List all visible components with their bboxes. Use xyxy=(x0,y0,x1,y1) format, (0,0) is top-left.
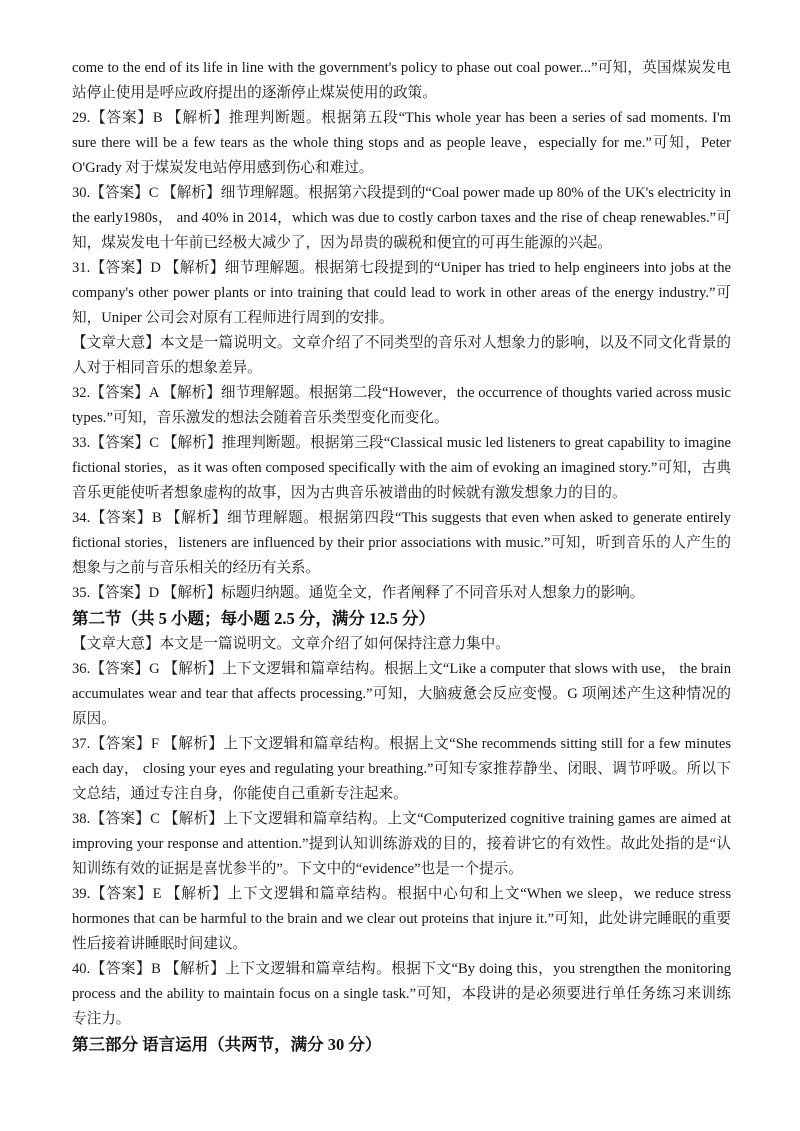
answer-paragraph: 35.【答案】D 【解析】标题归纳题。通览全文，作者阐释了不同音乐对人想象力的影响。 xyxy=(72,585,645,601)
answer-paragraph: 【文章大意】本文是一篇说明文。文章介绍了不同类型的音乐对人想象力的影响，以及不同文化背景的人对于相同音乐的想象差异。 xyxy=(72,335,731,376)
answer-paragraph: 【文章大意】本文是一篇说明文。文章介绍了如何保持注意力集中。 xyxy=(72,636,510,652)
answer-paragraph: 33.【答案】C 【解析】推理判断题。根据第三段“Classical music led listeners to great capability to imagine fictional stories，as it was often composed specifically with the aim of evoking an imagined story.”可知，古典音乐更能使听者想象虚构的故事，因为古典音乐被谱曲的时候就有激发想象力的目的。 xyxy=(72,435,731,501)
answer-paragraph: 38.【答案】C 【解析】上下文逻辑和篇章结构。上文“Computerized cognitive training games are aimed at improving your response and attention.”提到认知训练游戏的目的，接着讲它的有效性。故此处指的是“认知训练有效的证据是喜忧参半的”。下文中的“evidence”也是一个提示。 xyxy=(72,811,731,877)
answer-paragraph: come to the end of its life in line with the government's policy to phase out coal power...”可知，英国煤炭发电站停止使用是呼应政府提出的逐渐停止煤炭使用的政策。 xyxy=(72,60,731,101)
answer-paragraph: 31.【答案】D 【解析】细节理解题。根据第七段提到的“Uniper has tried to help engineers into jobs at the company's other power plants or into training that could lead to work in other areas of the energy industry.”可知，Uniper 公司会对原有工程师进行周到的安排。 xyxy=(72,260,731,326)
document-body xyxy=(72,56,731,1058)
section-heading: 第二节（共 5 小题；每小题 2.5 分，满分 12.5 分） xyxy=(72,609,435,628)
answer-paragraph: 30.【答案】C 【解析】细节理解题。根据第六段提到的“Coal power made up 80% of the UK's electricity in the early1980s， and 40% in 2014，which was due to costly carbon taxes and the rise of cheap renewables.”可知，煤炭发电十年前已经极大减少了，因为昂贵的碳税和便宜的可再生能源的兴起。 xyxy=(72,185,731,251)
answer-paragraph: 32.【答案】A 【解析】细节理解题。根据第二段“However，the occurrence of thoughts varied across music types.”可知，音乐激发的想法会随着音乐类型变化而变化。 xyxy=(72,385,731,426)
answer-paragraph: 36.【答案】G 【解析】上下文逻辑和篇章结构。根据上文“Like a computer that slows with use， the brain accumulates wear and tear that affects processing.”可知，大脑疲惫会反应变慢。G 项阐述产生这种情况的原因。 xyxy=(72,661,731,727)
answer-paragraph: 40.【答案】B 【解析】上下文逻辑和篇章结构。根据下文“By doing this，you strengthen the monitoring process and the ability to maintain focus on a single task.”可知，本段讲的是必须要进行单任务练习来训练专注力。 xyxy=(72,961,731,1027)
answer-paragraph: 34.【答案】B 【解析】细节理解题。根据第四段“This suggests that even when asked to generate entirely fictional stories，listeners are influenced by their prior associations with music.”可知，听到音乐的人产生的想象与之前与音乐相关的经历有关系。 xyxy=(72,510,731,576)
answer-paragraph: 37.【答案】F 【解析】上下文逻辑和篇章结构。根据上文“She recommends sitting still for a few minutes each day， closing your eyes and regulating your breathing.”可知专家推荐静坐、闭眼、调节呼吸。所以下文总结，通过专注自身，你能使自己重新专注起来。 xyxy=(72,736,731,802)
answer-paragraph: 39.【答案】E 【解析】上下文逻辑和篇章结构。根据中心句和上文“When we sleep，we reduce stress hormones that can be harmful to the brain and we clear out proteins that injure it.”可知，此处讲完睡眠的重要性后接着讲睡眠时间建议。 xyxy=(72,886,731,952)
answer-paragraph: 29.【答案】B 【解析】推理判断题。根据第五段“This whole year has been a series of sad moments. I'm sure there will be a few tears as the whole thing stops and as people leave，especially for me.”可知，Peter O'Grady 对于煤炭发电站停用感到伤心和难过。 xyxy=(72,110,731,176)
section-heading: 第三部分 语言运用（共两节，满分 30 分） xyxy=(72,1035,382,1054)
